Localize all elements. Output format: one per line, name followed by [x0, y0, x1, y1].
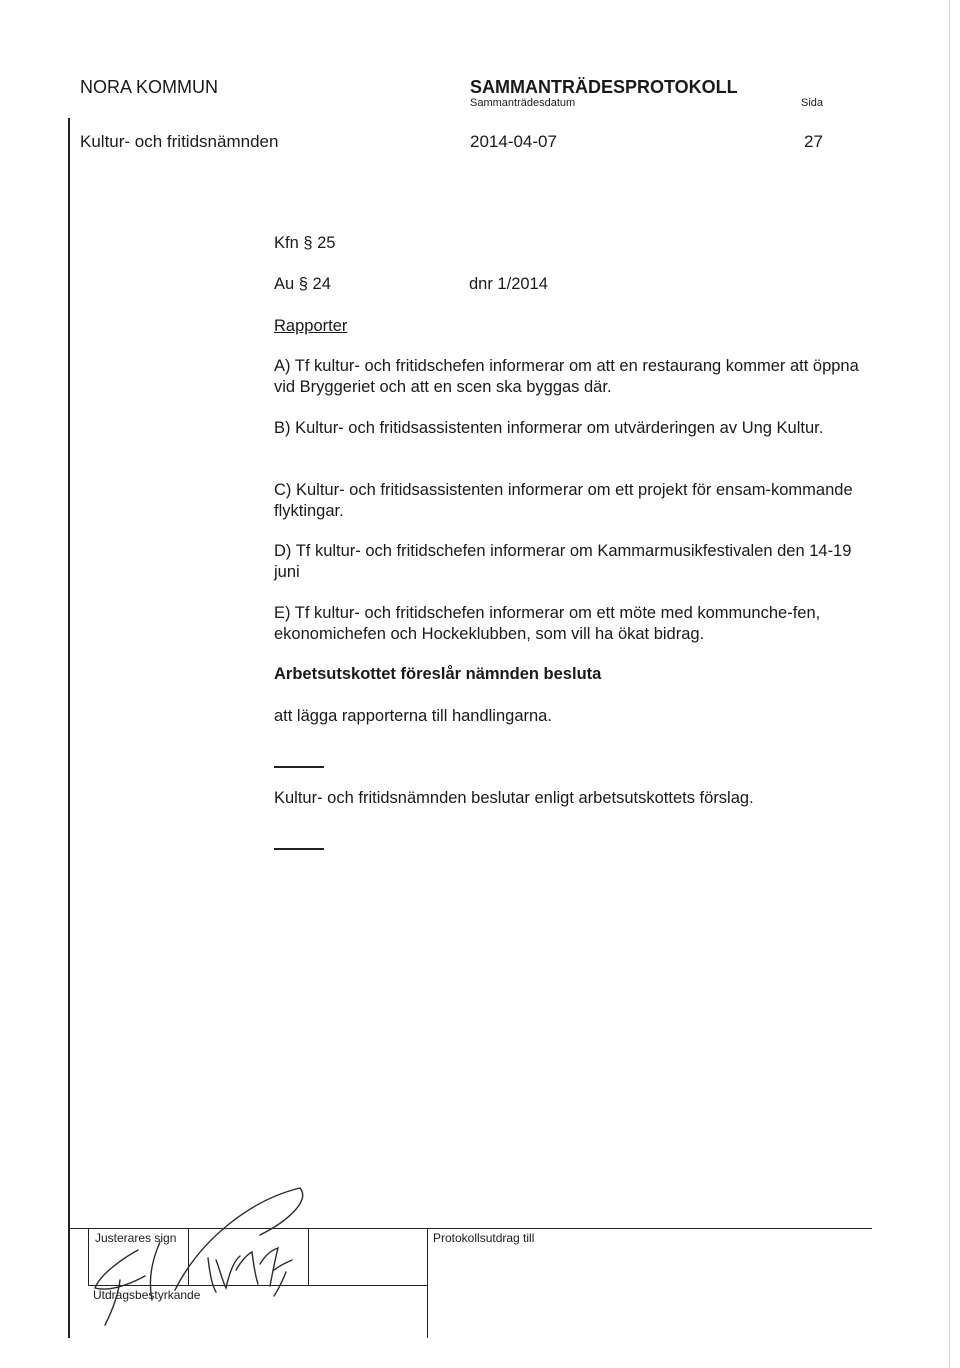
footer-cell-border — [427, 1228, 428, 1338]
document-type: SAMMANTRÄDESPROTOKOLL — [470, 77, 738, 97]
report-item-e: E) Tf kultur- och fritidschefen informerar om ett möte med kommunche-fen, ekonomichefen och Hockeklubben, som vill ha ökat bidrag. — [274, 604, 821, 643]
au-paragraph — [274, 274, 874, 295]
committee-name: Kultur- och fritidsnämnden — [80, 132, 279, 151]
proposal-heading: Arbetsutskottet föreslår nämnden besluta — [274, 665, 602, 683]
margin-rule — [68, 118, 70, 1338]
au-number: Au § 24 — [274, 275, 331, 293]
justerares-sign-label: Justerares sign — [95, 1231, 177, 1245]
page-label: Sida — [801, 97, 824, 109]
decision-text: Kultur- och fritidsnämnden beslutar enligt arbetsutskottets förslag. — [274, 789, 754, 807]
report-item-c: C) Kultur- och fritidsassistenten informerar om ett projekt för ensam-kommande flyktingar. — [274, 481, 853, 520]
report-item-a: A) Tf kultur- och fritidschefen informerar om att en restaurang kommer att öppna vid Bryggeriet och att en scen ska byggas där. — [274, 357, 859, 396]
diary-number: dnr 1/2014 — [469, 275, 548, 293]
kfn-paragraph: Kfn § 25 — [274, 234, 336, 252]
protokollsutdrag-label: Protokollsutdrag till — [433, 1231, 535, 1245]
separator-dash — [274, 766, 324, 768]
section-heading: Rapporter — [274, 317, 348, 335]
separator-dash — [274, 848, 324, 850]
utdragsbestyrkande-label: Utdragsbestyrkande — [93, 1288, 201, 1302]
meeting-date: 2014-04-07 — [470, 132, 557, 151]
report-item-d: D) Tf kultur- och fritidschefen informerar om Kammarmusikfestivalen den 14-19 juni — [274, 542, 852, 581]
date-label: Sammanträdesdatum — [470, 97, 576, 109]
proposal-text: att lägga rapporterna till handlingarna. — [274, 707, 552, 725]
handwritten-signature — [60, 1180, 320, 1330]
report-item-b: B) Kultur- och fritidsassistenten informerar om utvärderingen av Ung Kultur. — [274, 419, 824, 437]
scan-edge — [949, 0, 950, 1368]
page-number: 27 — [804, 132, 823, 151]
organization-name: NORA KOMMUN — [80, 77, 219, 97]
